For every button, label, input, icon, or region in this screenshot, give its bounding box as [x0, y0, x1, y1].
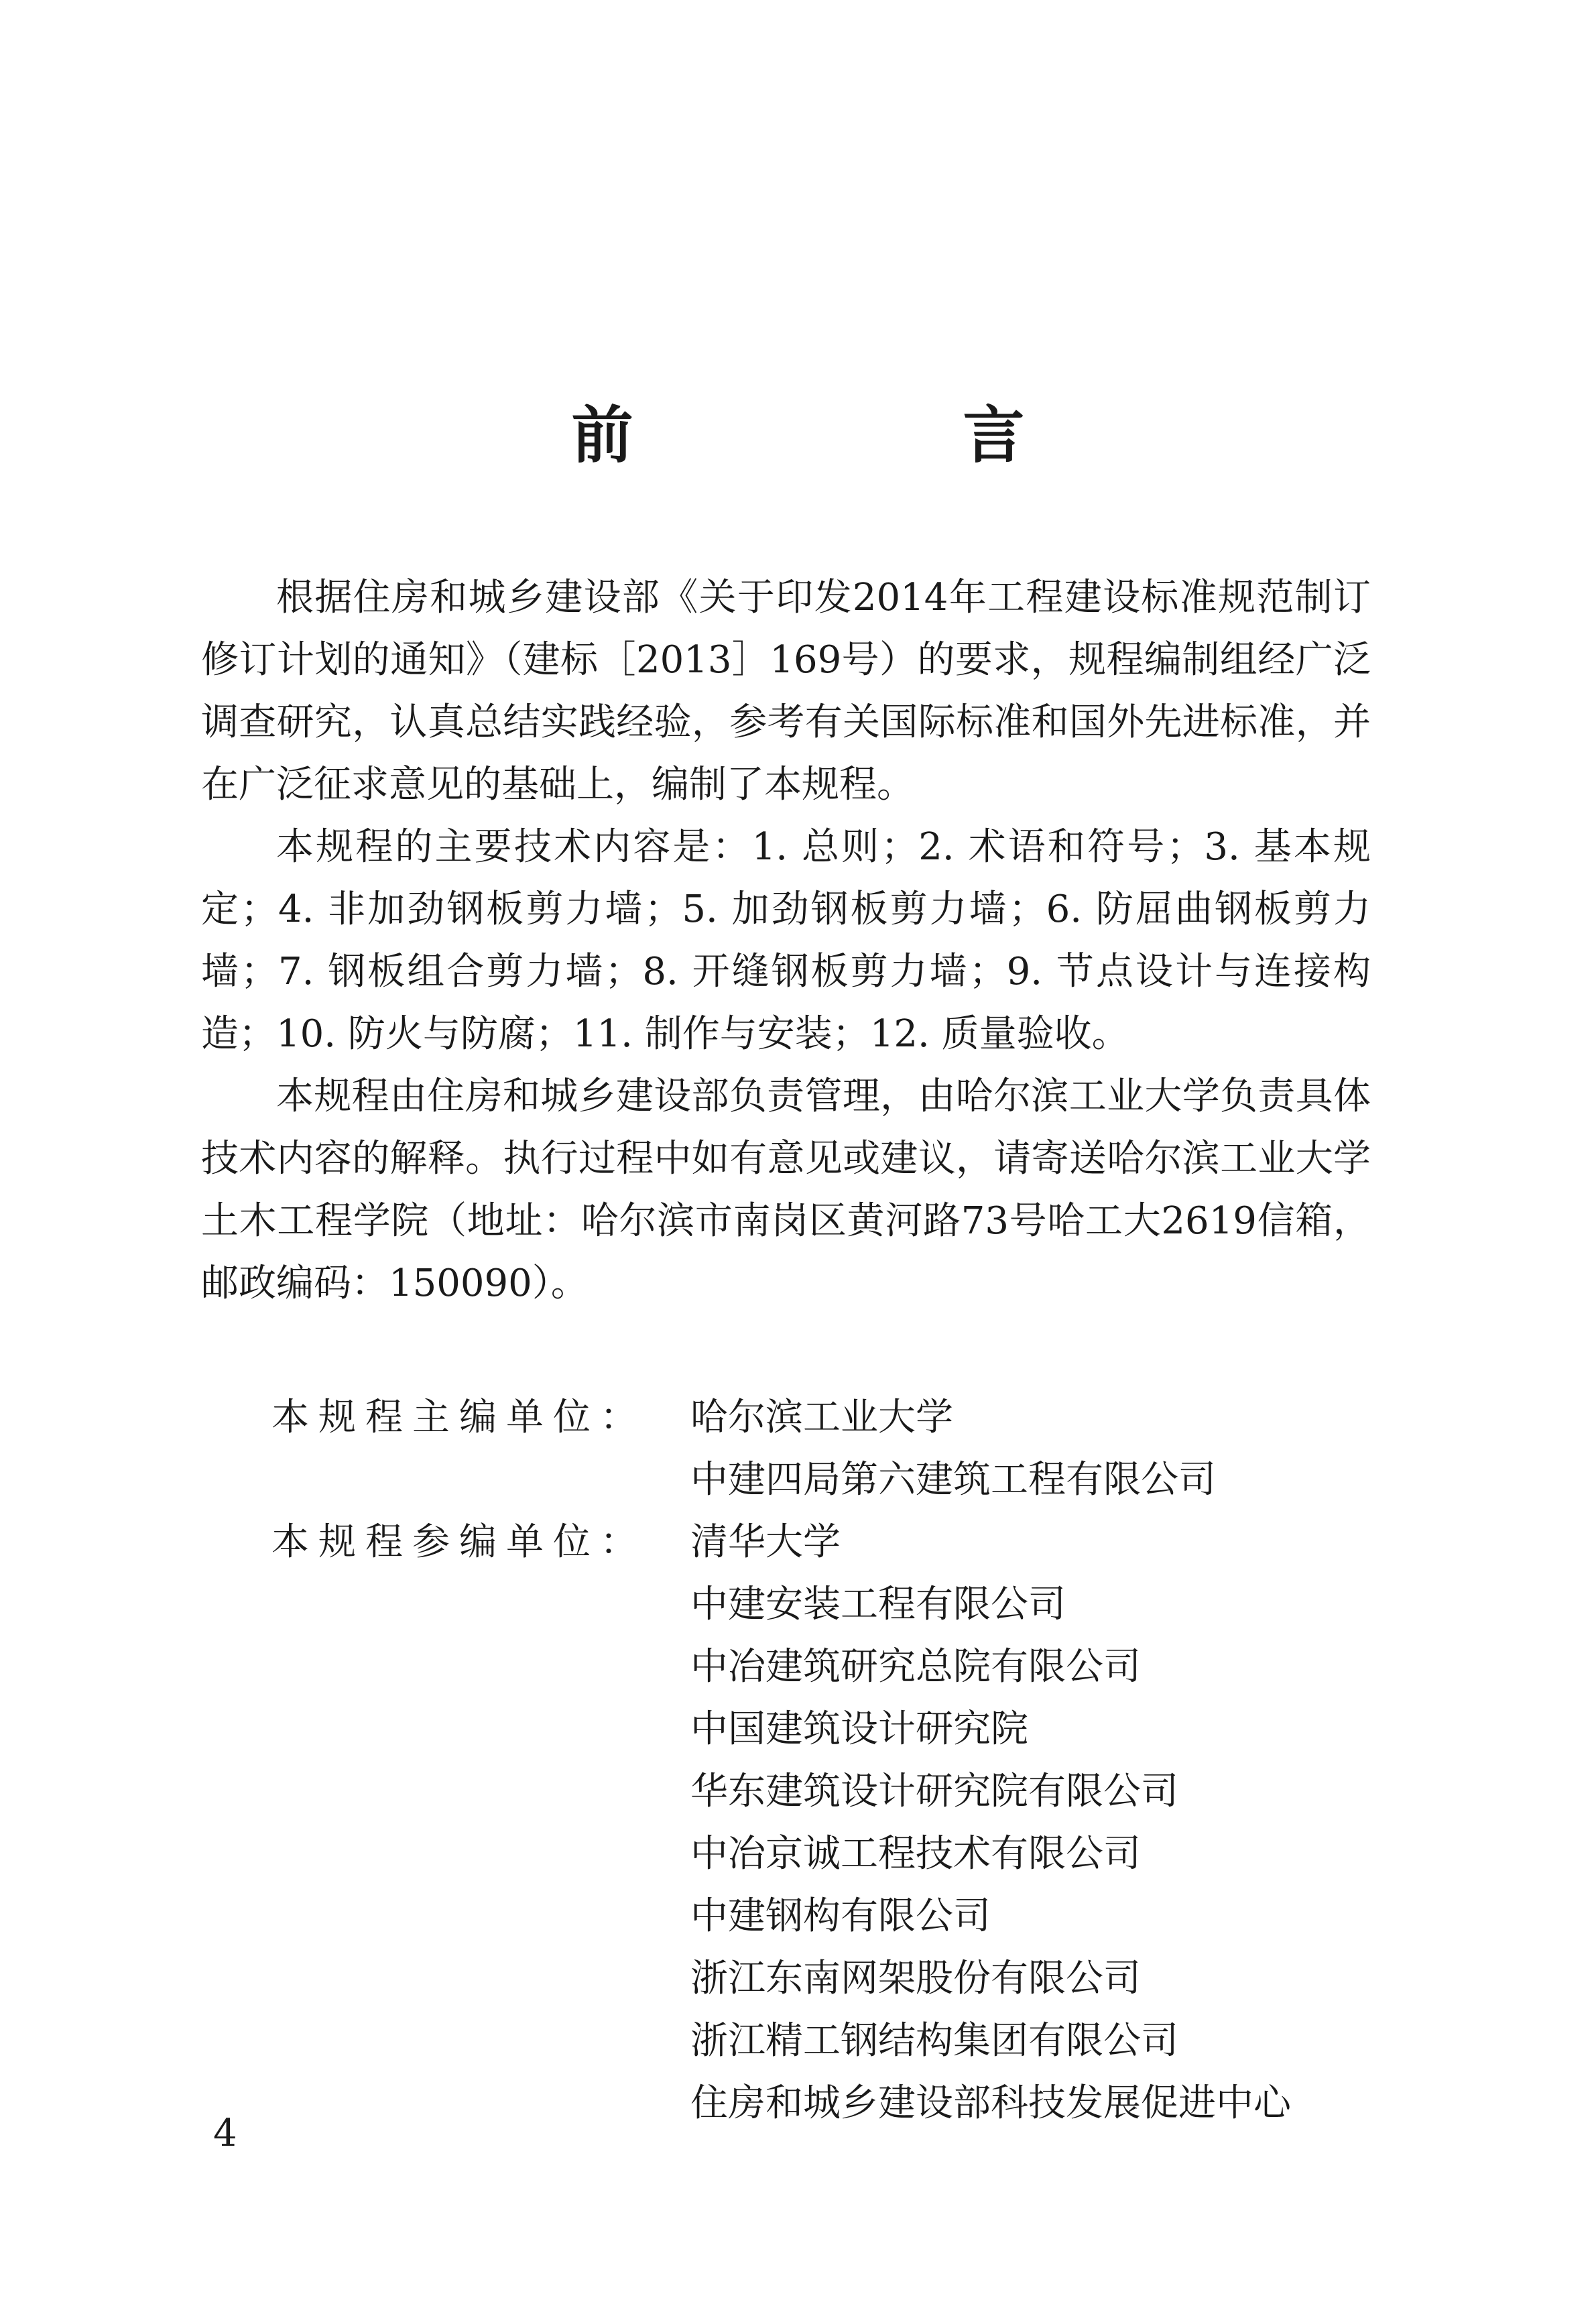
participating-unit-name: 中国建筑设计研究院	[690, 1707, 1028, 1751]
chief-units-label: 本规程主编单位：	[271, 1396, 647, 1439]
page-number: 4	[213, 2112, 237, 2155]
participating-unit-row	[271, 1947, 1384, 2010]
preface-body	[201, 566, 1371, 1315]
participating-unit-row	[271, 2010, 1384, 2072]
participating-unit-name: 中建安装工程有限公司	[690, 1583, 1066, 1626]
participating-unit-row	[271, 1511, 1384, 1573]
participating-units-label: 本规程参编单位：	[271, 1520, 647, 1564]
preface-paragraph-3: 本规程由住房和城乡建设部负责管理，由哈尔滨工业大学负责具体技术内容的解释。执行过程中如有意见或建议，请寄送哈尔滨工业大学土木工程学院（地址：哈尔滨市南岗区黄河路73号哈工大2619信箱，邮政编码：150090）。	[201, 1075, 1371, 1305]
participating-unit-name: 中冶建筑研究总院有限公司	[690, 1645, 1141, 1689]
preface-paragraph-2: 本规程的主要技术内容是：1. 总则；2. 术语和符号；3. 基本规定；4. 非加劲钢板剪力墙；5. 加劲钢板剪力墙；6. 防屈曲钢板剪力墙；7. 钢板组合剪力墙；8. 开缝钢板剪力墙；9. 节点设计与连接构造；10. 防火与防腐；11. 制作与安装；12. 质量验收。	[201, 825, 1371, 1056]
units-list	[271, 1386, 1384, 2134]
participating-unit-name: 浙江东南网架股份有限公司	[690, 1957, 1141, 2000]
participating-unit-row	[271, 1636, 1384, 1698]
participating-unit-name: 住房和城乡建设部科技发展促进中心	[690, 2081, 1291, 2125]
participating-unit-row	[271, 1823, 1384, 1885]
participating-unit-row	[271, 1760, 1384, 1823]
participating-unit-name: 浙江精工钢结构集团有限公司	[690, 2019, 1178, 2063]
participating-unit-row	[271, 2072, 1384, 2134]
chief-unit-name: 中建四局第六建筑工程有限公司	[690, 1458, 1216, 1502]
participating-unit-name: 华东建筑设计研究院有限公司	[690, 1770, 1178, 1813]
participating-unit-name: 中冶京诚工程技术有限公司	[690, 1832, 1141, 1876]
participating-unit-name: 中建钢构有限公司	[690, 1894, 991, 1938]
participating-unit-name: 清华大学	[690, 1520, 841, 1564]
preface-paragraph-1: 根据住房和城乡建设部《关于印发2014年工程建设标准规范制订修订计划的通知》（建标［2013］169号）的要求，规程编制组经广泛调查研究，认真总结实践经验，参考有关国际标准和国外先进标准，并在广泛征求意见的基础上，编制了本规程。	[201, 576, 1371, 806]
chief-unit-row	[271, 1449, 1384, 1511]
participating-unit-row	[271, 1885, 1384, 1947]
chief-unit-name: 哈尔滨工业大学	[690, 1396, 953, 1439]
page-title: 前 言	[571, 400, 1159, 471]
participating-unit-row	[271, 1698, 1384, 1760]
chief-unit-row	[271, 1386, 1384, 1449]
participating-unit-row	[271, 1573, 1384, 1636]
